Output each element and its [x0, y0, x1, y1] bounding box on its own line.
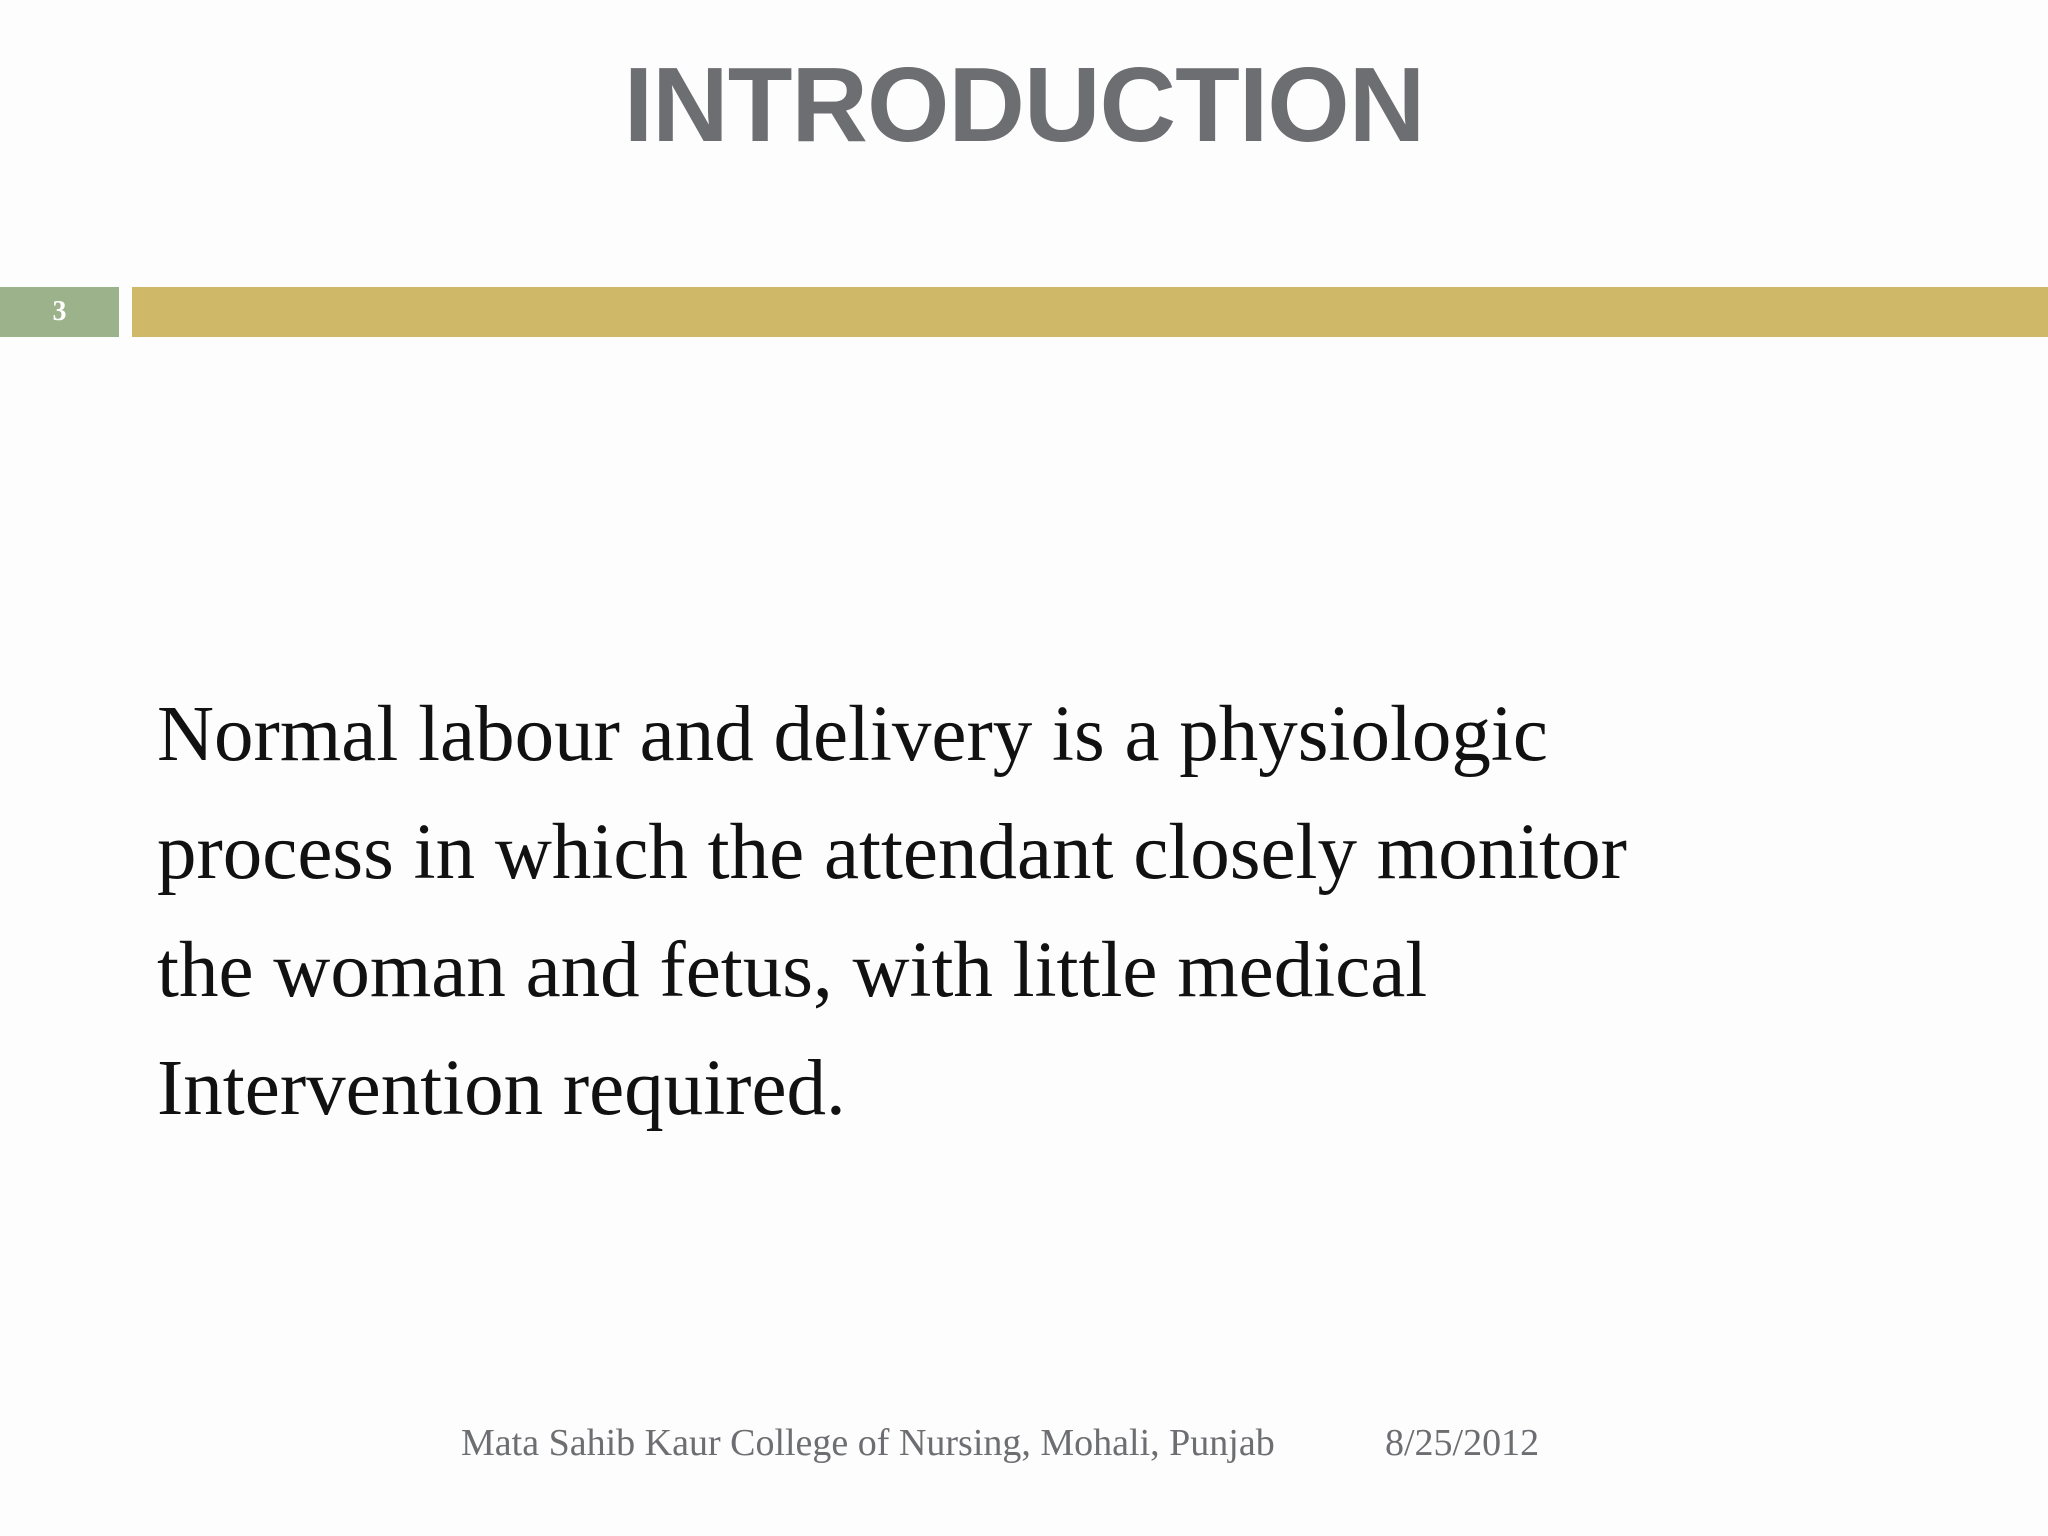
slide-number: 3: [0, 287, 119, 337]
slide-body: [157, 676, 1957, 1148]
body-line: Normal labour and delivery is a physiologic: [157, 691, 1548, 778]
body-line: process in which the attendant closely monitor: [157, 809, 1627, 896]
body-line: the woman and fetus, with little medical: [157, 927, 1428, 1014]
body-line: Intervention required.: [157, 1045, 846, 1132]
footer-date: 8/25/2012: [1385, 1422, 1540, 1464]
slide-title: INTRODUCTION: [623, 46, 1425, 164]
accent-bar: [132, 287, 2048, 337]
footer-organization: Mata Sahib Kaur College of Nursing, Mohali, Punjab: [461, 1422, 1275, 1464]
